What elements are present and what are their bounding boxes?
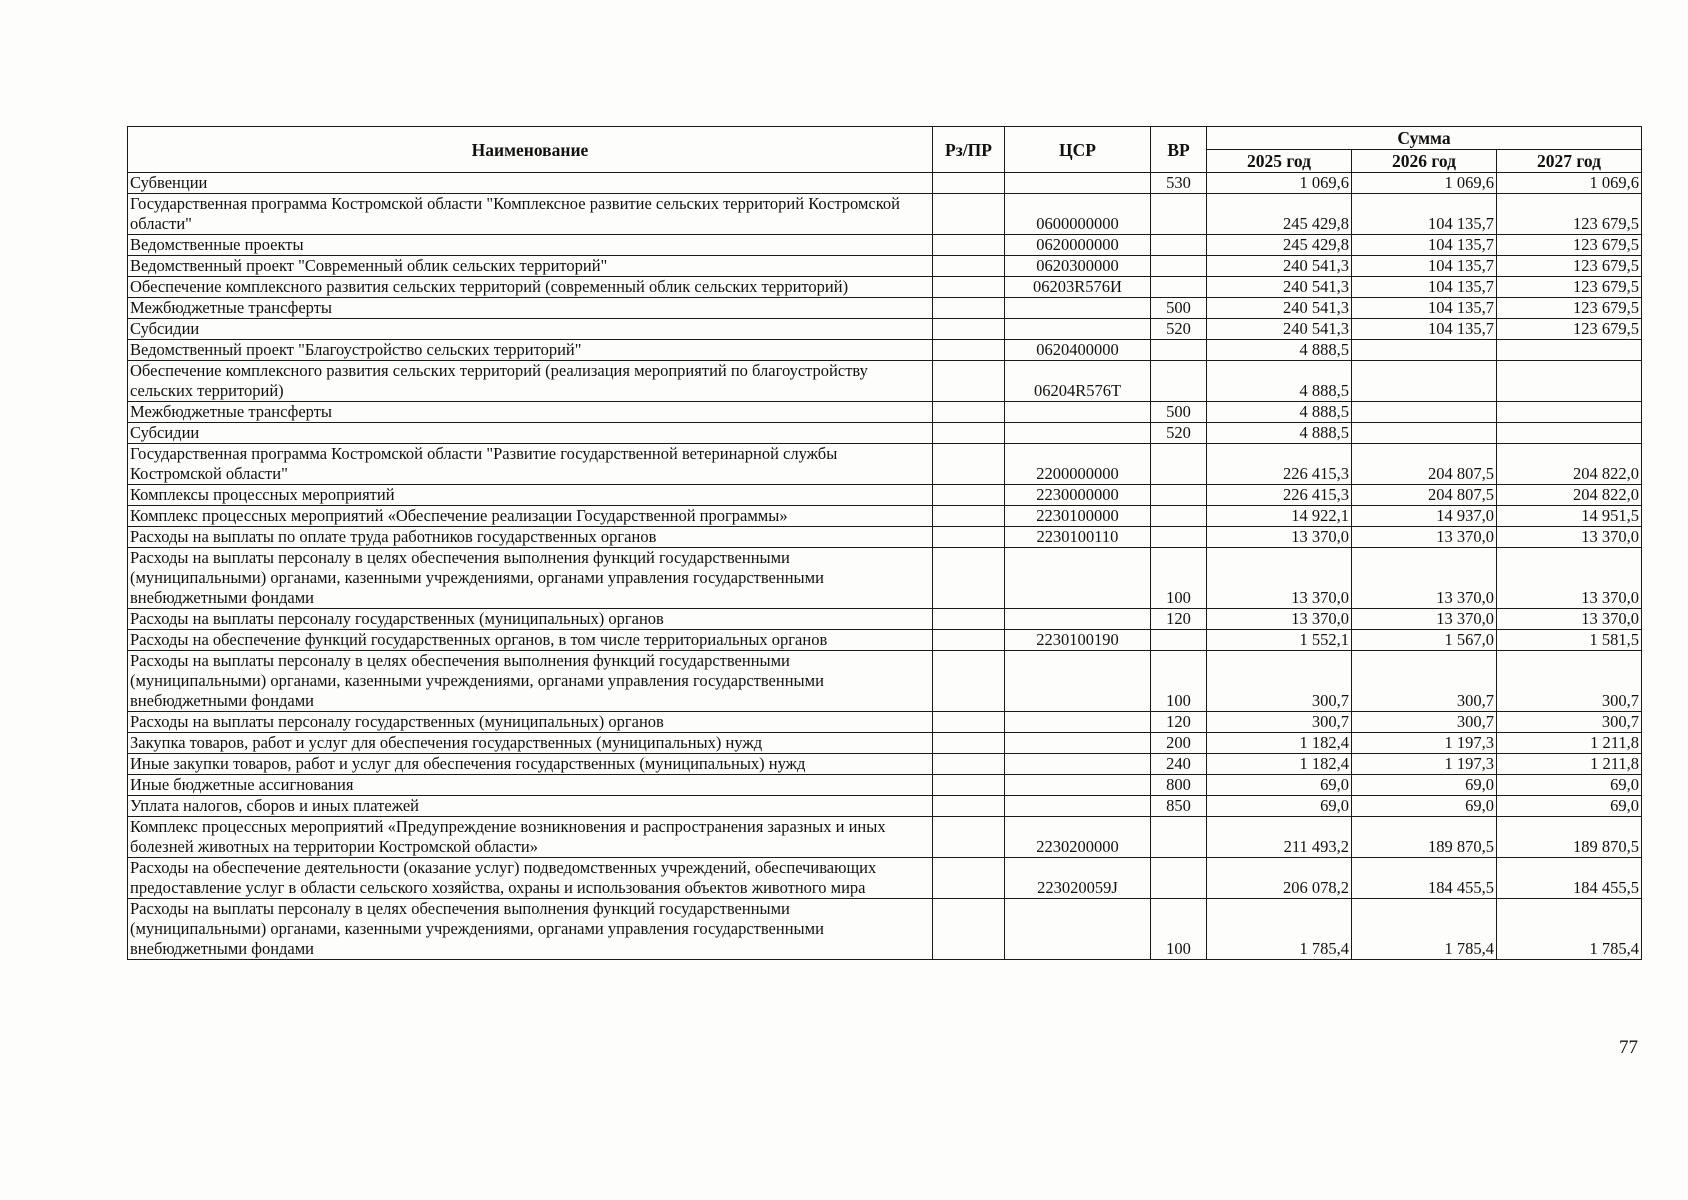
cell-csr (1005, 712, 1151, 733)
cell-2025: 13 370,0 (1207, 548, 1352, 609)
table-row (128, 548, 1642, 609)
cell-vr (1151, 361, 1207, 402)
cell-2027: 1 069,6 (1497, 173, 1642, 194)
cell-name: Расходы на выплаты персоналу государственных (муниципальных) органов (128, 609, 933, 630)
cell-2026: 13 370,0 (1352, 548, 1497, 609)
cell-vr: 120 (1151, 609, 1207, 630)
cell-2025: 245 429,8 (1207, 235, 1352, 256)
cell-vr: 120 (1151, 712, 1207, 733)
cell-csr (1005, 548, 1151, 609)
cell-2027: 1 581,5 (1497, 630, 1642, 651)
table-row (128, 298, 1642, 319)
cell-csr: 2200000000 (1005, 444, 1151, 485)
cell-rz-pr (933, 630, 1005, 651)
cell-2026: 104 135,7 (1352, 256, 1497, 277)
cell-vr: 520 (1151, 319, 1207, 340)
cell-name: Межбюджетные трансферты (128, 402, 933, 423)
page-number: 77 (1619, 1037, 1638, 1058)
cell-csr: 2230100000 (1005, 506, 1151, 527)
cell-2025: 226 415,3 (1207, 485, 1352, 506)
table-row (128, 733, 1642, 754)
cell-csr: 2230000000 (1005, 485, 1151, 506)
cell-csr: 0620300000 (1005, 256, 1151, 277)
cell-2027: 13 370,0 (1497, 527, 1642, 548)
cell-2027: 204 822,0 (1497, 485, 1642, 506)
cell-name: Ведомственные проекты (128, 235, 933, 256)
table-row (128, 319, 1642, 340)
cell-name: Государственная программа Костромской области "Развитие государственной ветеринарной службы Костромской области" (128, 444, 933, 485)
cell-csr (1005, 754, 1151, 775)
cell-rz-pr (933, 754, 1005, 775)
cell-csr: 06204R576Т (1005, 361, 1151, 402)
cell-2025: 69,0 (1207, 796, 1352, 817)
cell-rz-pr (933, 651, 1005, 712)
cell-2027: 14 951,5 (1497, 506, 1642, 527)
cell-2025: 14 922,1 (1207, 506, 1352, 527)
cell-2026: 104 135,7 (1352, 277, 1497, 298)
cell-name: Расходы на выплаты персоналу в целях обеспечения выполнения функций государственными (муниципальными) органами, казенными учреждениями, органами управления государственными внебюджетными фондами (128, 548, 933, 609)
cell-rz-pr (933, 609, 1005, 630)
cell-2026: 300,7 (1352, 712, 1497, 733)
cell-2025: 240 541,3 (1207, 319, 1352, 340)
cell-csr (1005, 775, 1151, 796)
cell-name: Субвенции (128, 173, 933, 194)
cell-rz-pr (933, 361, 1005, 402)
cell-vr: 100 (1151, 548, 1207, 609)
table-row (128, 609, 1642, 630)
cell-2027 (1497, 361, 1642, 402)
cell-2027: 300,7 (1497, 651, 1642, 712)
table-row (128, 235, 1642, 256)
cell-vr: 500 (1151, 402, 1207, 423)
cell-vr: 800 (1151, 775, 1207, 796)
table-row (128, 506, 1642, 527)
table-row (128, 256, 1642, 277)
table-row (128, 361, 1642, 402)
cell-vr: 520 (1151, 423, 1207, 444)
table-row (128, 817, 1642, 858)
cell-name: Ведомственный проект "Современный облик сельских территорий" (128, 256, 933, 277)
cell-name: Расходы на выплаты персоналу государственных (муниципальных) органов (128, 712, 933, 733)
cell-csr: 2230100110 (1005, 527, 1151, 548)
cell-2027: 123 679,5 (1497, 256, 1642, 277)
cell-csr: 0600000000 (1005, 194, 1151, 235)
header-year-2026: 2026 год (1352, 150, 1497, 173)
cell-2025: 4 888,5 (1207, 423, 1352, 444)
table-row (128, 444, 1642, 485)
table-row (128, 173, 1642, 194)
header-sum: Сумма (1207, 127, 1642, 150)
cell-name: Иные закупки товаров, работ и услуг для обеспечения государственных (муниципальных) нужд (128, 754, 933, 775)
cell-csr: 2230100190 (1005, 630, 1151, 651)
cell-2026: 184 455,5 (1352, 858, 1497, 899)
header-csr: ЦСР (1005, 127, 1151, 173)
cell-name: Межбюджетные трансферты (128, 298, 933, 319)
table-row (128, 899, 1642, 960)
cell-rz-pr (933, 817, 1005, 858)
cell-2026 (1352, 402, 1497, 423)
cell-name: Ведомственный проект "Благоустройство сельских территорий" (128, 340, 933, 361)
cell-2025: 69,0 (1207, 775, 1352, 796)
cell-2026: 204 807,5 (1352, 485, 1497, 506)
cell-name: Расходы на обеспечение функций государственных органов, в том числе территориальных органов (128, 630, 933, 651)
cell-2027: 204 822,0 (1497, 444, 1642, 485)
cell-2027: 69,0 (1497, 796, 1642, 817)
cell-2027: 123 679,5 (1497, 298, 1642, 319)
table-row (128, 423, 1642, 444)
cell-2026: 1 785,4 (1352, 899, 1497, 960)
cell-rz-pr (933, 858, 1005, 899)
cell-csr (1005, 609, 1151, 630)
cell-2026: 13 370,0 (1352, 609, 1497, 630)
table-row (128, 527, 1642, 548)
cell-rz-pr (933, 235, 1005, 256)
cell-csr (1005, 796, 1151, 817)
cell-2026: 1 197,3 (1352, 733, 1497, 754)
cell-2027: 123 679,5 (1497, 319, 1642, 340)
cell-csr (1005, 402, 1151, 423)
cell-vr: 200 (1151, 733, 1207, 754)
cell-2025: 1 069,6 (1207, 173, 1352, 194)
cell-2027: 300,7 (1497, 712, 1642, 733)
cell-2026: 1 567,0 (1352, 630, 1497, 651)
cell-name: Государственная программа Костромской области "Комплексное развитие сельских территорий Костромской области" (128, 194, 933, 235)
cell-rz-pr (933, 506, 1005, 527)
cell-csr (1005, 319, 1151, 340)
cell-2025: 211 493,2 (1207, 817, 1352, 858)
table-row (128, 651, 1642, 712)
cell-2025: 300,7 (1207, 712, 1352, 733)
cell-2026: 13 370,0 (1352, 527, 1497, 548)
table-row (128, 754, 1642, 775)
cell-2027 (1497, 423, 1642, 444)
cell-vr (1151, 485, 1207, 506)
cell-csr (1005, 298, 1151, 319)
cell-name: Расходы на выплаты персоналу в целях обеспечения выполнения функций государственными (муниципальными) органами, казенными учреждениями, органами управления государственными внебюджетными фондами (128, 899, 933, 960)
cell-name: Обеспечение комплексного развития сельских территорий (современный облик сельских территорий) (128, 277, 933, 298)
cell-name: Обеспечение комплексного развития сельских территорий (реализация мероприятий по благоустройству сельских территорий) (128, 361, 933, 402)
cell-rz-pr (933, 194, 1005, 235)
cell-vr: 500 (1151, 298, 1207, 319)
cell-2025: 226 415,3 (1207, 444, 1352, 485)
cell-2025: 206 078,2 (1207, 858, 1352, 899)
cell-2026: 300,7 (1352, 651, 1497, 712)
cell-csr: 06203R576И (1005, 277, 1151, 298)
cell-vr (1151, 235, 1207, 256)
table-row (128, 775, 1642, 796)
cell-rz-pr (933, 485, 1005, 506)
cell-2027 (1497, 340, 1642, 361)
cell-2026: 189 870,5 (1352, 817, 1497, 858)
cell-vr (1151, 256, 1207, 277)
table-row (128, 402, 1642, 423)
cell-2027: 1 785,4 (1497, 899, 1642, 960)
cell-2026: 1 069,6 (1352, 173, 1497, 194)
cell-2027: 69,0 (1497, 775, 1642, 796)
cell-vr (1151, 858, 1207, 899)
cell-name: Субсидии (128, 423, 933, 444)
cell-2025: 1 182,4 (1207, 754, 1352, 775)
cell-2027: 13 370,0 (1497, 609, 1642, 630)
cell-2027: 123 679,5 (1497, 277, 1642, 298)
cell-csr: 0620400000 (1005, 340, 1151, 361)
header-year-2025: 2025 год (1207, 150, 1352, 173)
cell-vr (1151, 194, 1207, 235)
cell-2027: 1 211,8 (1497, 733, 1642, 754)
cell-rz-pr (933, 256, 1005, 277)
cell-2027 (1497, 402, 1642, 423)
cell-2027: 13 370,0 (1497, 548, 1642, 609)
cell-2026: 104 135,7 (1352, 194, 1497, 235)
cell-name: Уплата налогов, сборов и иных платежей (128, 796, 933, 817)
cell-2025: 1 182,4 (1207, 733, 1352, 754)
cell-vr (1151, 630, 1207, 651)
cell-csr: 0620000000 (1005, 235, 1151, 256)
cell-2025: 4 888,5 (1207, 402, 1352, 423)
cell-rz-pr (933, 423, 1005, 444)
cell-vr: 850 (1151, 796, 1207, 817)
cell-name: Комплекс процессных мероприятий «Обеспечение реализации Государственной программы» (128, 506, 933, 527)
cell-csr: 223020059J (1005, 858, 1151, 899)
table-row (128, 630, 1642, 651)
cell-2026 (1352, 340, 1497, 361)
cell-rz-pr (933, 548, 1005, 609)
cell-2025: 300,7 (1207, 651, 1352, 712)
table-row (128, 277, 1642, 298)
cell-2025: 245 429,8 (1207, 194, 1352, 235)
cell-vr (1151, 527, 1207, 548)
cell-2025: 240 541,3 (1207, 277, 1352, 298)
cell-csr (1005, 651, 1151, 712)
cell-vr (1151, 444, 1207, 485)
table-header (128, 127, 1642, 173)
cell-rz-pr (933, 712, 1005, 733)
table-row (128, 858, 1642, 899)
cell-name: Иные бюджетные ассигнования (128, 775, 933, 796)
cell-csr (1005, 423, 1151, 444)
cell-name: Комплексы процессных мероприятий (128, 485, 933, 506)
cell-2026: 69,0 (1352, 796, 1497, 817)
cell-rz-pr (933, 444, 1005, 485)
cell-2025: 4 888,5 (1207, 361, 1352, 402)
table-row (128, 712, 1642, 733)
table-row (128, 194, 1642, 235)
cell-vr: 100 (1151, 651, 1207, 712)
cell-2027: 123 679,5 (1497, 194, 1642, 235)
cell-rz-pr (933, 340, 1005, 361)
cell-vr: 530 (1151, 173, 1207, 194)
cell-csr (1005, 899, 1151, 960)
cell-rz-pr (933, 402, 1005, 423)
cell-2025: 1 552,1 (1207, 630, 1352, 651)
table-row (128, 340, 1642, 361)
table-row (128, 796, 1642, 817)
cell-2025: 1 785,4 (1207, 899, 1352, 960)
cell-csr: 2230200000 (1005, 817, 1151, 858)
cell-rz-pr (933, 173, 1005, 194)
cell-2026: 69,0 (1352, 775, 1497, 796)
cell-name: Расходы на обеспечение деятельности (оказание услуг) подведомственных учреждений, обеспечивающих предоставление услуг в области сельского хозяйства, охраны и использования объектов животного мира (128, 858, 933, 899)
cell-vr: 240 (1151, 754, 1207, 775)
cell-name: Закупка товаров, работ и услуг для обеспечения государственных (муниципальных) нужд (128, 733, 933, 754)
cell-2026: 104 135,7 (1352, 319, 1497, 340)
cell-name: Расходы на выплаты персоналу в целях обеспечения выполнения функций государственными (муниципальными) органами, казенными учреждениями, органами управления государственными внебюджетными фондами (128, 651, 933, 712)
header-rz-pr: Рз/ПР (933, 127, 1005, 173)
cell-vr (1151, 340, 1207, 361)
cell-2027: 1 211,8 (1497, 754, 1642, 775)
cell-vr (1151, 506, 1207, 527)
cell-rz-pr (933, 733, 1005, 754)
cell-vr: 100 (1151, 899, 1207, 960)
cell-rz-pr (933, 527, 1005, 548)
cell-name: Субсидии (128, 319, 933, 340)
cell-2026: 14 937,0 (1352, 506, 1497, 527)
budget-table (127, 126, 1642, 960)
cell-rz-pr (933, 319, 1005, 340)
cell-2026: 204 807,5 (1352, 444, 1497, 485)
cell-rz-pr (933, 775, 1005, 796)
cell-rz-pr (933, 899, 1005, 960)
cell-2026: 104 135,7 (1352, 235, 1497, 256)
cell-2025: 13 370,0 (1207, 609, 1352, 630)
cell-2025: 240 541,3 (1207, 298, 1352, 319)
cell-csr (1005, 173, 1151, 194)
cell-2027: 123 679,5 (1497, 235, 1642, 256)
cell-name: Комплекс процессных мероприятий «Предупреждение возникновения и распространения заразных и иных болезней животных на территории Костромской области» (128, 817, 933, 858)
cell-rz-pr (933, 277, 1005, 298)
cell-2027: 184 455,5 (1497, 858, 1642, 899)
cell-2026: 1 197,3 (1352, 754, 1497, 775)
cell-2026 (1352, 361, 1497, 402)
cell-2026: 104 135,7 (1352, 298, 1497, 319)
cell-2027: 189 870,5 (1497, 817, 1642, 858)
cell-csr (1005, 733, 1151, 754)
cell-vr (1151, 817, 1207, 858)
table-row (128, 485, 1642, 506)
cell-2025: 4 888,5 (1207, 340, 1352, 361)
cell-vr (1151, 277, 1207, 298)
cell-2025: 240 541,3 (1207, 256, 1352, 277)
cell-rz-pr (933, 796, 1005, 817)
header-name: Наименование (128, 127, 933, 173)
cell-name: Расходы на выплаты по оплате труда работников государственных органов (128, 527, 933, 548)
cell-2025: 13 370,0 (1207, 527, 1352, 548)
cell-2026 (1352, 423, 1497, 444)
cell-rz-pr (933, 298, 1005, 319)
table-body (128, 173, 1642, 960)
header-vr: ВР (1151, 127, 1207, 173)
header-year-2027: 2027 год (1497, 150, 1642, 173)
